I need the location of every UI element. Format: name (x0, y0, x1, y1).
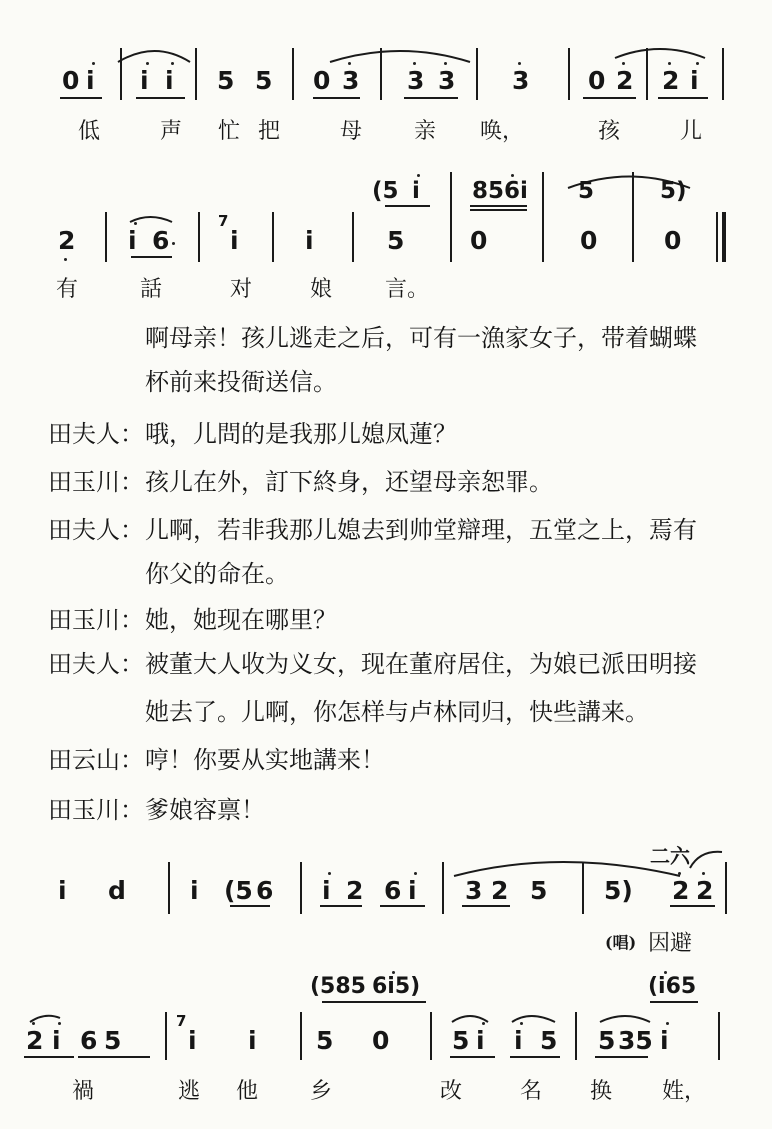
note: i (128, 226, 137, 255)
note: 0 (62, 66, 80, 95)
note: i (476, 1026, 485, 1055)
lyric: 母 (340, 119, 363, 144)
lyric: 低 (78, 119, 101, 144)
note: 6i5) (372, 974, 421, 999)
note: 6 (152, 226, 170, 255)
dialogue-line: 她去了。儿啊，你怎样与卢林同归，快些講来。 (145, 698, 649, 726)
note: 3 (438, 66, 456, 95)
dialogue-line: 啊母亲！孩儿逃走之后，可有一漁家女子，带着蝴蝶 (145, 324, 697, 352)
lyric: 声 (160, 119, 183, 144)
note: i (165, 66, 174, 95)
dialogue-line: 被董大人收为义女，现在董府居住，为娘已派田明接 (145, 650, 697, 678)
dialogue-line: 杯前来投衙送信。 (145, 368, 337, 396)
note: (5 (224, 876, 253, 905)
note: 5 (387, 226, 405, 255)
grace-note: 7 (218, 212, 229, 230)
lyric: 娘 (310, 277, 333, 302)
note: 2 (616, 66, 634, 95)
dialogue-line: 爹娘容禀！ (145, 796, 265, 824)
note: (585 (310, 974, 366, 999)
note: i (408, 876, 417, 905)
note: 3 (465, 876, 483, 905)
note: 2 (346, 876, 364, 905)
note: i (322, 876, 331, 905)
note: 2 (662, 66, 680, 95)
note: (i65 (648, 974, 697, 999)
note: 0 (664, 226, 682, 255)
dialogue-line: 哼！你要从实地講来！ (145, 746, 385, 774)
note: 0 (580, 226, 598, 255)
note: 5 (598, 1026, 616, 1055)
note: i (248, 1026, 257, 1055)
note: i (86, 66, 95, 95)
note: 5 (104, 1026, 122, 1055)
lyric: 乡 (310, 1079, 333, 1104)
lyric: 有 (56, 277, 79, 302)
dialogue-line: 她，她现在哪里？ (145, 606, 337, 634)
speaker-label: 田玉川： (48, 606, 144, 634)
note: 3 (512, 66, 530, 95)
note: 5 (217, 66, 235, 95)
note: 2 (672, 876, 690, 905)
note: i (412, 178, 420, 204)
note: i (660, 1026, 669, 1055)
note: 5 (530, 876, 548, 905)
note: 856i (472, 178, 528, 204)
lyric: 姓， (662, 1079, 707, 1104)
speaker-label: 田夫人： (48, 420, 144, 448)
lyric: 禍 (72, 1079, 95, 1104)
dialogue-line: 孩儿在外，訂下終身，还望母亲恕罪。 (145, 468, 553, 496)
note: 5) (604, 876, 633, 905)
note: 6 (80, 1026, 98, 1055)
note: 2 (26, 1026, 44, 1055)
note: 0 (313, 66, 331, 95)
lyric: 他 (236, 1079, 259, 1104)
lyric: 把 (258, 119, 281, 144)
note: 2 (58, 226, 76, 255)
dialogue-line: 哦，儿問的是我那儿媳凤蓮？ (145, 420, 457, 448)
speaker-label: 田夫人： (48, 650, 144, 678)
note: 6 (384, 876, 402, 905)
note: 5 (540, 1026, 558, 1055)
dialogue-line: 你父的命在。 (145, 560, 289, 588)
grace-note: 7 (176, 1012, 187, 1030)
note: i (305, 226, 314, 255)
speaker-label: 田玉川： (48, 796, 144, 824)
lyric: 亲 (414, 119, 437, 144)
note: i (230, 226, 239, 255)
lyric: 忙 (218, 119, 241, 144)
lyric: 唤， (480, 119, 525, 144)
note: 5 (452, 1026, 470, 1055)
note: 5 (578, 178, 595, 204)
note: 6 (256, 876, 274, 905)
note: i (690, 66, 699, 95)
lyric: 改 (440, 1079, 463, 1104)
dialogue-line: 儿啊，若非我那儿媳去到帅堂辯理，五堂之上，焉有 (145, 516, 697, 544)
note: d (108, 876, 126, 905)
note: 3 (342, 66, 360, 95)
speaker-label: 田玉川： (48, 468, 144, 496)
note: 0 (588, 66, 606, 95)
note: 5 (316, 1026, 334, 1055)
sing-marker: (唱) (605, 933, 637, 952)
note: 5 (255, 66, 273, 95)
speaker-label: 田云山： (48, 746, 144, 774)
lyric: 名 (520, 1079, 543, 1104)
lyric: 换 (590, 1079, 613, 1104)
note: 3 (407, 66, 425, 95)
note: i (188, 1026, 197, 1055)
note: 0 (470, 226, 488, 255)
speaker-label: 田夫人： (48, 516, 144, 544)
note: i (514, 1026, 523, 1055)
lyric: 話 (140, 277, 163, 302)
note: 2 (696, 876, 714, 905)
lyric: 孩 (598, 119, 621, 144)
lyric: 对 (230, 277, 253, 302)
lyric: 因避 (648, 931, 693, 956)
note: (5 (372, 178, 399, 204)
lyric: 儿 (680, 119, 703, 144)
page-number: 二六 (650, 844, 690, 868)
note: 0 (372, 1026, 390, 1055)
note: i (190, 876, 199, 905)
note: i (58, 876, 67, 905)
lyric: 逃 (178, 1079, 201, 1104)
note: i (140, 66, 149, 95)
note: 35 (618, 1026, 653, 1055)
lyric: 言。 (385, 277, 430, 302)
note: 2 (491, 876, 509, 905)
note: 5) (660, 178, 687, 204)
note: i (52, 1026, 61, 1055)
